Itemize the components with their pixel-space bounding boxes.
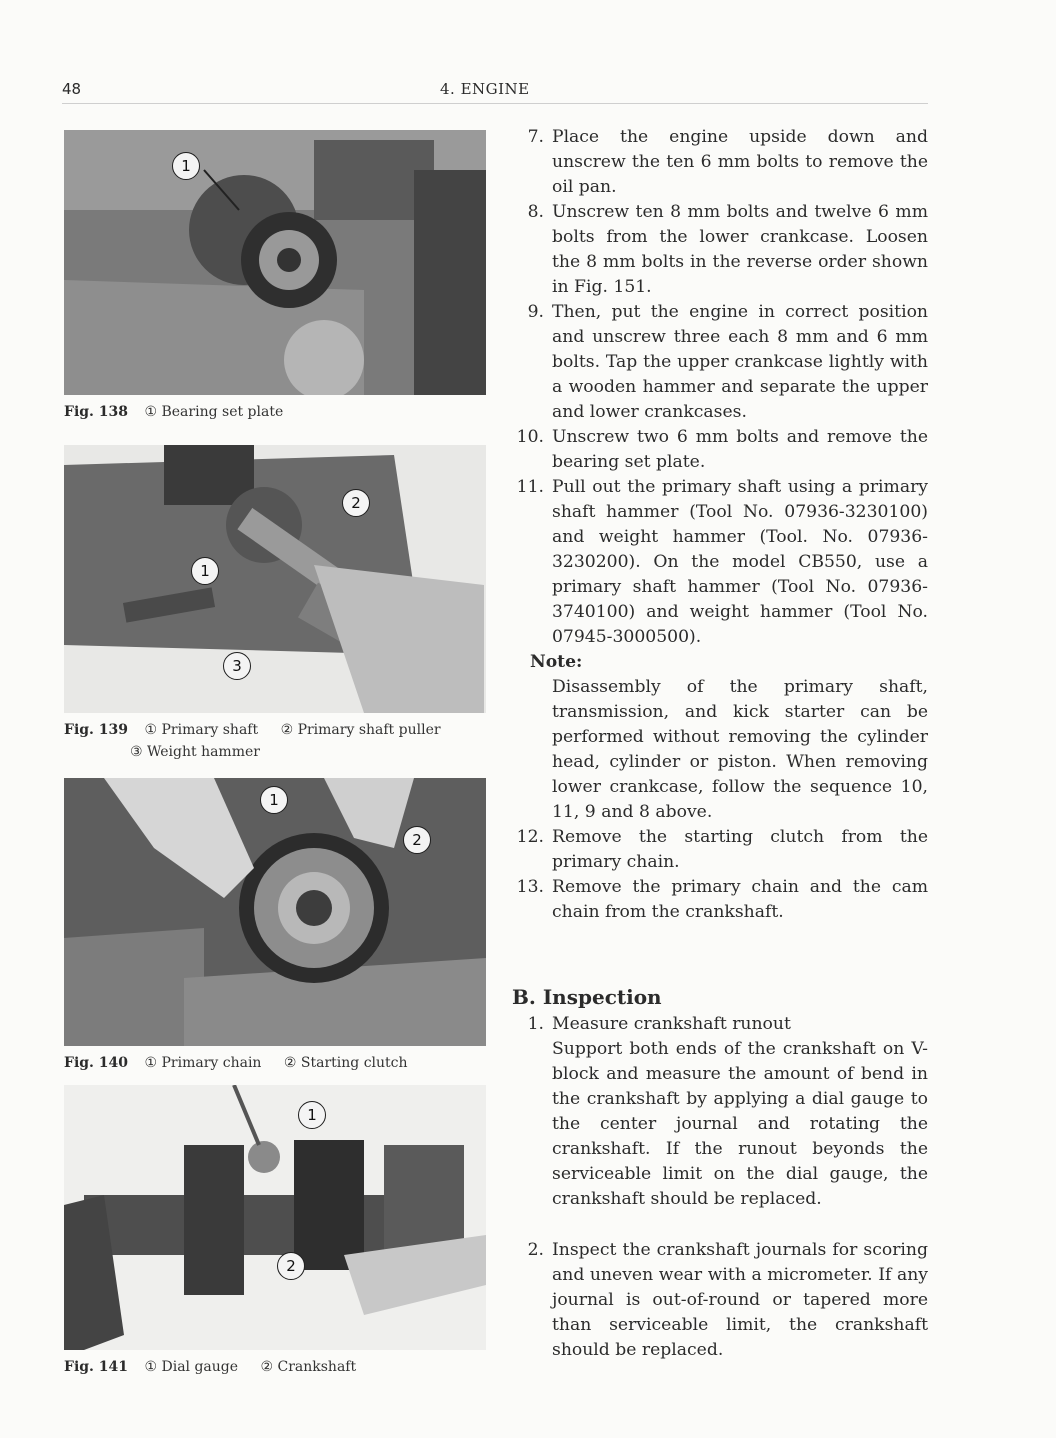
step-number: 9. xyxy=(527,302,544,322)
crankshaft-photo-image xyxy=(64,1085,486,1350)
step-13 xyxy=(510,875,928,925)
figure-139-photo xyxy=(64,445,486,713)
figure-141-label: Fig. 141 xyxy=(64,1359,129,1375)
right-column xyxy=(510,125,928,1363)
running-head: 4. ENGINE xyxy=(440,80,530,98)
figure-141-callout-1: 1 xyxy=(298,1101,326,1129)
figure-140-photo xyxy=(64,778,486,1046)
step-text: Unscrew ten 8 mm bolts and twelve 6 mm bolts from the lower crankcase. Loosen the 8 mm bolts in the reverse order shown in Fig. 151. xyxy=(552,202,928,297)
section-title-inspection: B. Inspection xyxy=(512,985,662,1009)
figure-141-item-1: ① Dial gauge xyxy=(144,1359,239,1375)
step-text: Remove the starting clutch from the primary chain. xyxy=(552,827,928,872)
figure-139-caption xyxy=(64,719,486,763)
figure-139-item-1: ① Primary shaft xyxy=(144,722,259,738)
figure-139-label: Fig. 139 xyxy=(64,722,129,738)
step-number: 11. xyxy=(516,477,544,497)
step-text: Then, put the engine in correct position and unscrew three each 8 mm and 6 mm bolts. Tap the upper crankcase lightly with a wooden hammer and separate the upper and lower crankcases. xyxy=(552,302,928,422)
figure-138-callout-1: 1 xyxy=(172,152,200,180)
figure-139-item-2: ② Primary shaft puller xyxy=(280,722,441,738)
figure-138-photo xyxy=(64,130,486,395)
figure-139 xyxy=(64,445,486,763)
figure-139-item-3: ③ Weight hammer xyxy=(130,744,260,760)
step-12 xyxy=(510,825,928,875)
step-number: 7. xyxy=(527,127,544,147)
step-8 xyxy=(510,200,928,300)
inspection-item-1-text: Support both ends of the crankshaft on V-block and measure the amount of bend in the crankshaft by applying a dial gauge to the center journal and rotating the crankshaft. If the runout beyonds the serviceable limit on the dial gauge, the crankshaft should be replaced. xyxy=(552,1039,928,1209)
figure-139-callout-1: 1 xyxy=(191,557,219,585)
figure-140-caption xyxy=(64,1052,486,1074)
step-7 xyxy=(510,125,928,200)
figure-141-photo xyxy=(64,1085,486,1350)
figure-138-label: Fig. 138 xyxy=(64,404,129,420)
figure-140 xyxy=(64,778,486,1074)
step-number: 2. xyxy=(527,1240,544,1260)
figure-140-label: Fig. 140 xyxy=(64,1055,129,1071)
step-number: 8. xyxy=(527,202,544,222)
figure-141-callout-2: 2 xyxy=(277,1252,305,1280)
step-text: Remove the primary chain and the cam chain from the crankshaft. xyxy=(552,877,928,922)
step-9 xyxy=(510,300,928,425)
step-text: Unscrew two 6 mm bolts and remove the bearing set plate. xyxy=(552,427,928,472)
figure-139-callout-2: 2 xyxy=(342,489,370,517)
note-text: Disassembly of the primary shaft, transmission, and kick starter can be performed without removing the cylinder head, cylinder or piston. When removing lower crankcase, follow the sequence 10, 11, 9 and 8 above. xyxy=(552,677,928,822)
step-number: 10. xyxy=(516,427,544,447)
page-number: 48 xyxy=(62,80,82,98)
figure-141 xyxy=(64,1085,486,1378)
figure-140-callout-2: 2 xyxy=(403,826,431,854)
note-label: Note: xyxy=(530,652,583,672)
figure-138-item-1: ① Bearing set plate xyxy=(144,404,284,420)
step-11 xyxy=(510,475,928,650)
figure-140-item-1: ① Primary chain xyxy=(144,1055,262,1071)
figure-139-callout-3: 3 xyxy=(223,652,251,680)
figure-140-callout-1: 1 xyxy=(260,786,288,814)
step-text: Place the engine upside down and unscrew the ten 6 mm bolts to remove the oil pan. xyxy=(552,127,928,197)
step-number: 13. xyxy=(516,877,544,897)
inspection-item-1-title: Measure crankshaft runout xyxy=(552,1014,791,1034)
figure-141-item-2: ② Crankshaft xyxy=(260,1359,357,1375)
step-10 xyxy=(510,425,928,475)
figure-138-caption xyxy=(64,401,486,423)
figure-141-caption xyxy=(64,1356,486,1378)
step-number: 1. xyxy=(527,1014,544,1034)
step-number: 12. xyxy=(516,827,544,847)
primary-chain-photo-image xyxy=(64,778,486,1046)
inspection-item-2 xyxy=(510,1238,928,1363)
figure-140-item-2: ② Starting clutch xyxy=(283,1055,408,1071)
primary-shaft-photo-image xyxy=(64,445,486,713)
step-text: Pull out the primary shaft using a primary shaft hammer (Tool No. 07936-3230100) and weight hammer (Tool. No. 07936-3230200). On the model CB550, use a primary shaft hammer (Tool No. 07936-3740100) and weight hammer (Tool No. 07945-3000500). xyxy=(552,477,928,647)
figure-138 xyxy=(64,130,486,423)
inspection-item-1 xyxy=(510,1012,928,1037)
inspection-item-2-text: Inspect the crankshaft journals for scoring and uneven wear with a micrometer. If any journal is out-of-round or tapered more than serviceable limit, the crankshaft should be replaced. xyxy=(552,1240,928,1360)
bearing-plate-photo-image xyxy=(64,130,486,395)
header-rule xyxy=(62,103,928,104)
